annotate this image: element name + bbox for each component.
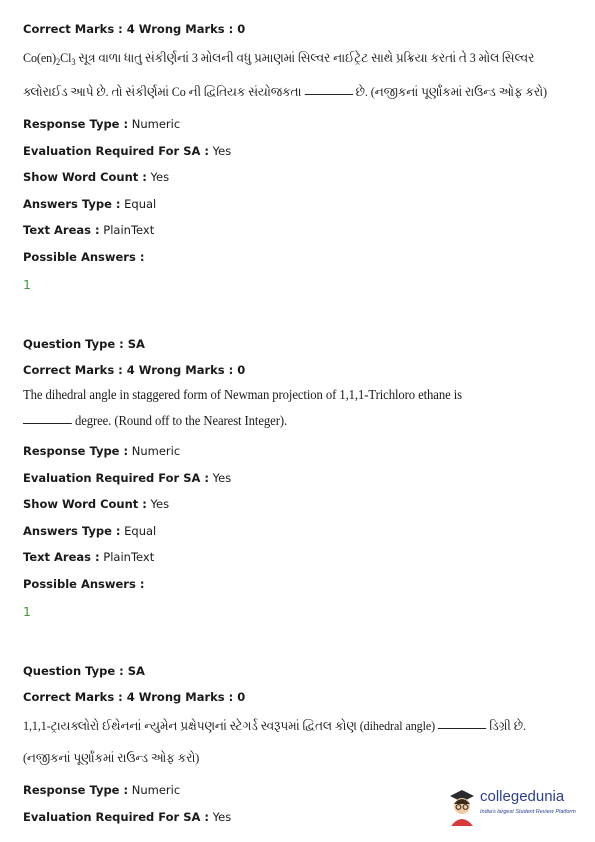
- response-type: Response Type : Numeric: [23, 117, 181, 131]
- question-text-line: $Co(en)_2Cl_3$ સૂત્ર વાળા ધાતુ સંકીર્ણનાં 3 મોલની વધુ પ્રમાણમાં સિલ્વર નાઈટ્રેટ સાથે પ્રક્રિયા કરતાં તે 3 મોલ સિલ્વર: [23, 50, 535, 67]
- question-type: Question Type : SA: [23, 664, 145, 678]
- answer-blank: [23, 422, 72, 424]
- marks-line: Correct Marks : 4 Wrong Marks : 0: [23, 363, 246, 377]
- show-word-count: Show Word Count : Yes: [23, 170, 170, 184]
- answer-blank: [438, 727, 486, 729]
- marks-line: Correct Marks : 4 Wrong Marks : 0: [23, 690, 246, 704]
- question-type: Question Type : SA: [23, 337, 145, 351]
- marks-line: Correct Marks : 4 Wrong Marks : 0: [23, 22, 246, 36]
- answers-type: Answers Type : Equal: [23, 197, 157, 211]
- question-text-line: 1,1,1-ટ્રાયક્લોરો ઈથેનનાં ન્યુમેન પ્રક્ષેપણનાં સ્ટેગર્ડ સ્વરૂપમાં દ્વિતલ કોણ (dihedral angle) ડિગ્રી છે.: [23, 718, 526, 733]
- question-text-line: (નજીકનાં પૂર્ણાંકમાં રાઉન્ડ ઓફ કરો): [23, 750, 200, 765]
- possible-answer-value: 1: [23, 604, 31, 619]
- logo-tagline: India's largest Student Review Platform: [480, 809, 576, 815]
- evaluation-required: Evaluation Required For SA : Yes: [23, 471, 232, 485]
- question-text-line: degree. (Round off to the Nearest Integer).: [23, 413, 287, 429]
- student-mascot-icon: [446, 786, 478, 826]
- logo-wordmark: collegedunia: [480, 788, 565, 805]
- possible-answer-value: 1: [23, 277, 31, 292]
- answers-type: Answers Type : Equal: [23, 524, 157, 538]
- possible-answers-label: Possible Answers :: [23, 577, 145, 591]
- evaluation-required: Evaluation Required For SA : Yes: [23, 810, 232, 824]
- show-word-count: Show Word Count : Yes: [23, 497, 170, 511]
- response-type: Response Type : Numeric: [23, 444, 181, 458]
- possible-answers-label: Possible Answers :: [23, 250, 145, 264]
- text-areas: Text Areas : PlainText: [23, 223, 155, 237]
- text-areas: Text Areas : PlainText: [23, 550, 155, 564]
- question-text-line: ક્લોરાઈડ આપે છે. તો સંકીર્ણમાં Co ની દ્વિતિયક સંયોજકતા છે. (નજીકનાં પૂર્ણાંકમાં રાઉન્ડ ઓફ કરો): [23, 84, 547, 99]
- evaluation-required: Evaluation Required For SA : Yes: [23, 144, 232, 158]
- response-type: Response Type : Numeric: [23, 783, 181, 797]
- collegedunia-logo: [446, 786, 586, 830]
- answer-blank: [304, 93, 352, 95]
- question-text-line: The dihedral angle in staggered form of Newman projection of 1,1,1-Trichloro ethane is: [23, 387, 462, 402]
